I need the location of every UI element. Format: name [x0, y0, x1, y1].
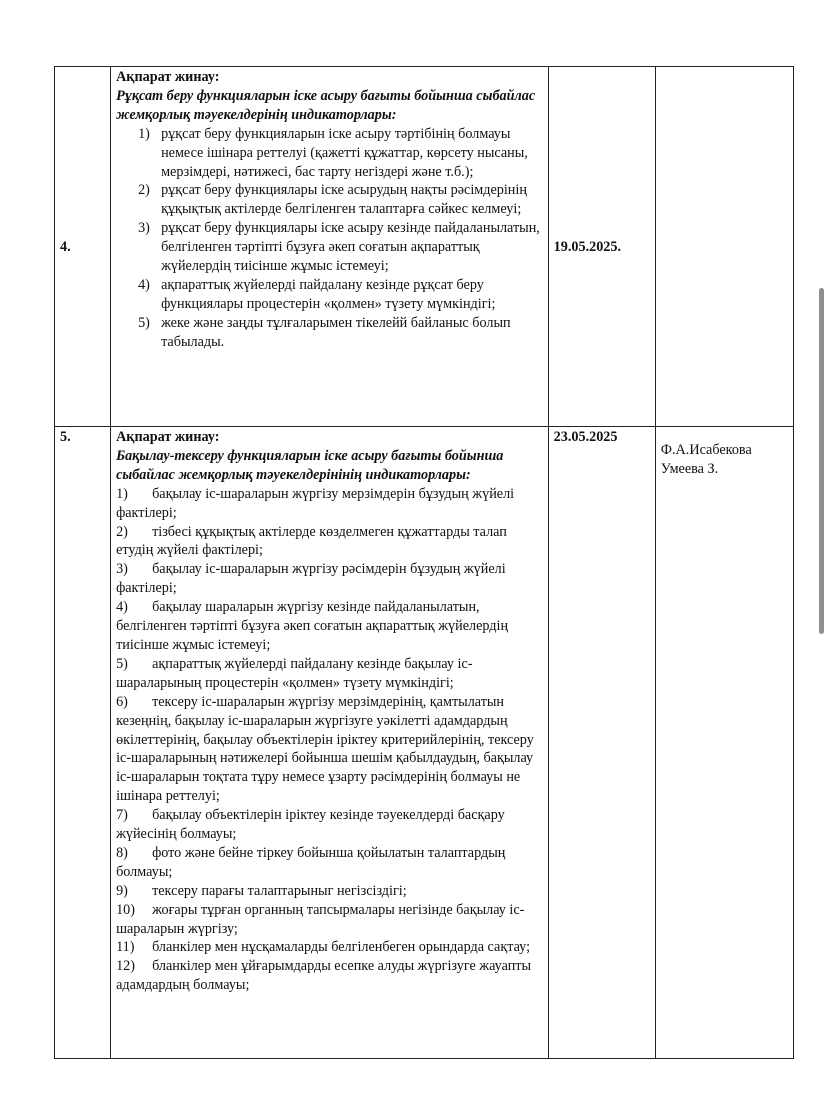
item-text: бланкілер мен ұйғарымдарды есепке алуды жүргізуге жауапты адамдардың болмауы;: [116, 958, 532, 994]
row-responsible: [655, 67, 793, 427]
item-text: бақылау шараларын жүргізу кезінде пайдаланылатын, белгіленген тәртіпті бұзуға әкеп соғатын ақпараттық жүйелердің тиісінше жұмыс істемеуі;: [116, 599, 509, 653]
list-item: [116, 314, 542, 352]
row-heading: Ақпарат жинау:: [116, 69, 220, 85]
item-text: рұқсат беру функциялары іске асыру кезінде пайдаланылатын, белгіленген тәртіпті бұзуға әкеп соғатын ақпараттық жүйелердің тиісінше жұмыс істемеуі;: [161, 220, 540, 275]
item-number: 5): [138, 314, 150, 331]
list-item: [116, 485, 542, 523]
list-item: [116, 276, 542, 314]
list-item: [116, 957, 542, 995]
table-row: [55, 427, 794, 1059]
list-item: [116, 560, 542, 598]
row-description: [111, 67, 549, 427]
list-item: [116, 523, 542, 561]
item-text: бақылау іс-шараларын жүргізу рәсімдерін бұзудың жүйелі фактілері;: [116, 561, 506, 597]
item-text: ақпараттық жүйелерді пайдалану кезінде рұқсат беру функциялары процестерін «қолмен» түзету мүмкіндігі;: [161, 276, 496, 312]
item-text: рұқсат беру функцияларын іске асыру тәртібінің болмауы немесе ішінара реттелуі (қажетті құжаттар, көрсету нысаны, мерзімдері, нәтижесі, бас тарту негіздері және т.б.);: [161, 125, 528, 180]
item-text: тізбесі құқықтық актілерде көзделмеген құжаттарды талап етудің жүйелі фактілері;: [116, 523, 507, 559]
item-number: 2): [116, 523, 128, 540]
row-subheading: Бақылау-тексеру функцияларын іске асыру бағыты бойынша сыбайлас жемқорлық тәуекелдерінінің индикаторлары:: [116, 447, 504, 483]
plan-table: [54, 66, 794, 1059]
row-number: 4.: [55, 67, 111, 427]
item-text: ақпараттық жүйелерді пайдалану кезінде бақылау іс-шараларының процестерін «қолмен» түзету мүмкіндігі;: [116, 655, 473, 691]
item-text: тексеру іс-шараларын жүргізу мерзімдерінің, қамтылатын кезеңнің, бақылау іс-шараларын жүргізуге уәкілетті адамдардың өкілеттерінің, бақылау объектілерін іріктеу критерийлерінің, тексеру іс-шараларының нәтижелері бойынша шешім қабылдаудың, бақылау іс-шараларын тоқтата тұру немесе ұзарту рәсімдерінің болмауы не ішінара реттелуі;: [116, 693, 534, 805]
row-date: 19.05.2025.: [548, 67, 655, 427]
item-text: бақылау іс-шараларын жүргізу мерзімдерін бұзудың жүйелі фактілері;: [116, 485, 515, 521]
page-scrollbar[interactable]: [819, 288, 824, 634]
list-item: [116, 938, 542, 957]
item-number: 12): [116, 958, 135, 975]
item-number: 8): [116, 844, 128, 861]
list-item: [116, 806, 542, 844]
item-text: рұқсат беру функциялары іске асырудың нақты рәсімдерінің құқықтық актілерде белгіленген талаптарға сәйкес келмеуі;: [161, 182, 527, 218]
row-subheading: Рұқсат беру функцияларын іске асыру бағыты бойынша сыбайлас жемқорлық тәуекелдерінің индикаторлары:: [116, 87, 536, 123]
list-item: [116, 181, 542, 219]
item-number: 5): [116, 655, 128, 672]
indicator-list: [116, 125, 542, 352]
item-number: 10): [116, 901, 135, 918]
item-number: 2): [138, 182, 150, 199]
row-responsible: [655, 427, 793, 1059]
list-item: [116, 598, 542, 655]
list-item: [116, 901, 542, 939]
item-text: бақылау объектілерін іріктеу кезінде тәуекелдерді басқару жүйесінің болмауы;: [116, 807, 505, 843]
responsible-person: Умеева З.: [660, 460, 719, 477]
row-number: 5.: [55, 427, 111, 1059]
item-number: 3): [116, 561, 128, 578]
item-number: 6): [116, 693, 128, 710]
item-text: тексеру парағы талаптарыныг негізсіздігі;: [152, 882, 407, 899]
list-item: [116, 693, 542, 806]
item-number: 9): [116, 882, 128, 899]
item-number: 7): [116, 807, 128, 824]
item-text: жеке және заңды тұлғаларымен тікелейй байланыс болып табылады.: [161, 314, 511, 350]
list-item: [116, 125, 542, 182]
row-date: 23.05.2025: [548, 427, 655, 1059]
list-item: [116, 655, 542, 693]
table-row: [55, 67, 794, 427]
indicator-list: [116, 485, 542, 995]
item-text: фото және бейне тіркеу бойынша қойылатын талаптардың болмауы;: [116, 844, 506, 880]
list-item: [116, 219, 542, 276]
item-number: 1): [138, 125, 150, 142]
item-number: 11): [116, 939, 135, 956]
item-number: 4): [138, 276, 150, 293]
item-text: жоғары тұрған органның тапсырмалары негізінде бақылау іс-шараларын жүргізу;: [116, 901, 525, 937]
item-number: 1): [116, 485, 128, 502]
row-description: [111, 427, 549, 1059]
list-item: [116, 844, 542, 882]
item-number: 3): [138, 220, 150, 237]
item-number: 4): [116, 599, 128, 616]
responsible-person: Ф.А.Исабекова: [660, 442, 752, 458]
item-text: бланкілер мен нұсқамаларды белгіленбеген орындарда сақтау;: [152, 939, 531, 956]
row-heading: Ақпарат жинау:: [116, 429, 220, 445]
list-item: [116, 882, 542, 901]
